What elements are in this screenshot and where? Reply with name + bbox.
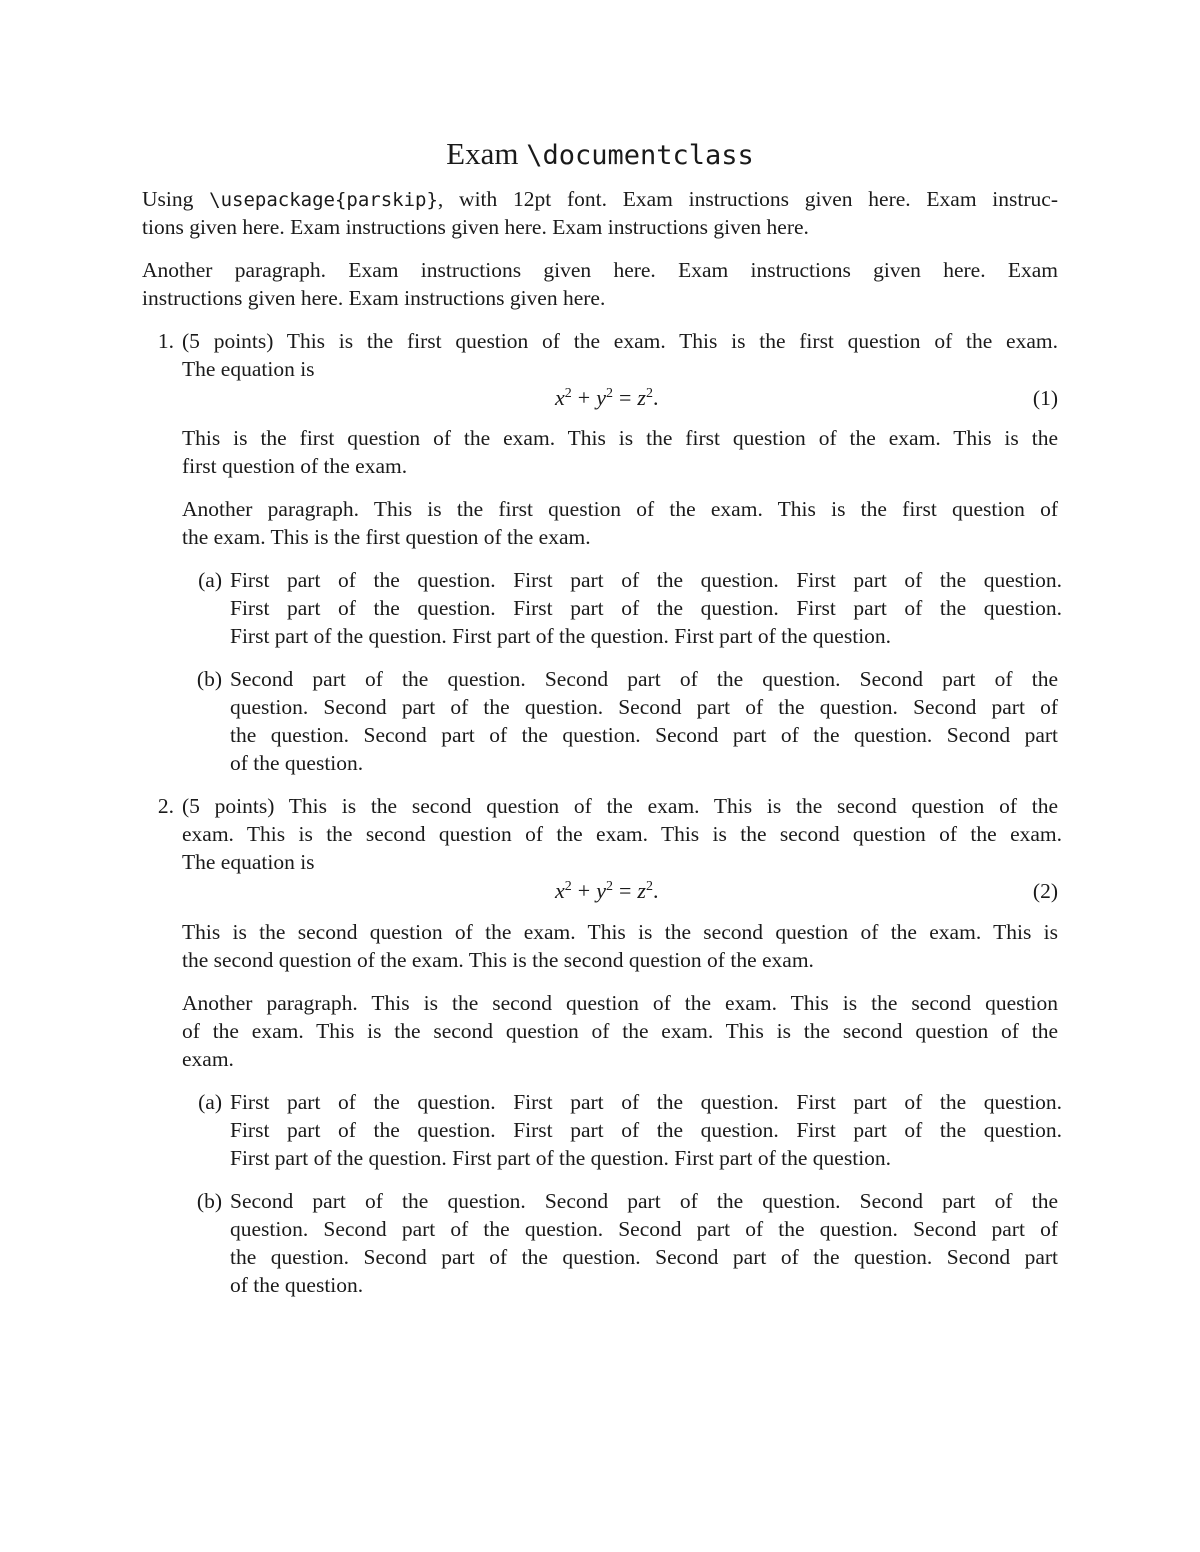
part-line: First part of the question. First part of the question. First part of the question. — [230, 1090, 1062, 1114]
part-line: Second part of the question. Second part of the question. Second part of the — [230, 667, 1058, 691]
part-line: Second part of the question. Second part of the question. Second part of the — [230, 1189, 1058, 1213]
part-label: (b) — [196, 1189, 222, 1213]
part-label: (a) — [198, 568, 222, 592]
intro-line: tions given here. Exam instructions given here. Exam instructions given here. — [142, 215, 809, 239]
equation-number: (1) — [1032, 386, 1058, 410]
part-line: First part of the question. First part of the question. First part of the question. — [230, 1118, 1062, 1142]
part-line: the question. Second part of the question. Second part of the question. Second part — [230, 723, 1058, 747]
question-line: of the exam. This is the second question of the exam. This is the second question of the — [182, 1019, 1058, 1043]
intro-line: Another paragraph. Exam instructions given here. Exam instructions given here. Exam — [142, 258, 1058, 282]
question-line: (5 points) This is the first question of the exam. This is the first question of the exam. — [182, 329, 1058, 353]
part-line: First part of the question. First part of the question. First part of the question. — [230, 568, 1062, 592]
intro-line: instructions given here. Exam instructions given here. — [142, 286, 606, 310]
title-text: Exam — [446, 136, 527, 171]
question-line: (5 points) This is the second question of the exam. This is the second question of the — [182, 794, 1058, 818]
part-line: question. Second part of the question. Second part of the question. Second part of — [230, 1217, 1058, 1241]
question-line: Another paragraph. This is the second question of the exam. This is the second question — [182, 991, 1058, 1015]
question-line: first question of the exam. — [182, 454, 408, 478]
question-line: the exam. This is the first question of the exam. — [182, 525, 591, 549]
question-line: Another paragraph. This is the first question of the exam. This is the first question of — [182, 497, 1058, 521]
document-title — [0, 134, 1200, 176]
question-line: This is the second question of the exam. This is the second question of the exam. This is — [182, 920, 1058, 944]
question-number: 1. — [157, 329, 174, 353]
part-line: First part of the question. First part of the question. First part of the question. — [230, 596, 1062, 620]
question-line: The equation is — [182, 850, 315, 874]
question-line: exam. This is the second question of the exam. This is the second question of the exam. — [182, 822, 1062, 846]
question-line: exam. — [182, 1047, 234, 1071]
intro-line — [142, 185, 1058, 214]
part-line: of the question. — [230, 1273, 364, 1297]
intro-text: Using — [142, 187, 210, 211]
equation: $x^2 + y^2 = z^2$. — [555, 878, 659, 903]
question-line: This is the first question of the exam. This is the first question of the exam. This is the — [182, 426, 1058, 450]
part-line: of the question. — [230, 751, 364, 775]
question-line: The equation is — [182, 357, 315, 381]
intro-code: \usepackage{parskip} — [209, 189, 438, 211]
part-line: First part of the question. First part of the question. First part of the question. — [230, 1146, 892, 1170]
equation-number: (2) — [1032, 879, 1058, 903]
part-label: (a) — [198, 1090, 222, 1114]
question-line: the second question of the exam. This is the second question of the exam. — [182, 948, 814, 972]
part-line: question. Second part of the question. Second part of the question. Second part of — [230, 695, 1058, 719]
equation: $x^2 + y^2 = z^2$. — [555, 385, 659, 410]
intro-text: , with 12pt font. Exam instructions given here. Exam instruc- — [437, 187, 1058, 211]
question-number: 2. — [157, 794, 174, 818]
part-line: First part of the question. First part of the question. First part of the question. — [230, 624, 892, 648]
title-code: \documentclass — [526, 140, 754, 171]
part-line: the question. Second part of the question. Second part of the question. Second part — [230, 1245, 1058, 1269]
part-label: (b) — [196, 667, 222, 691]
